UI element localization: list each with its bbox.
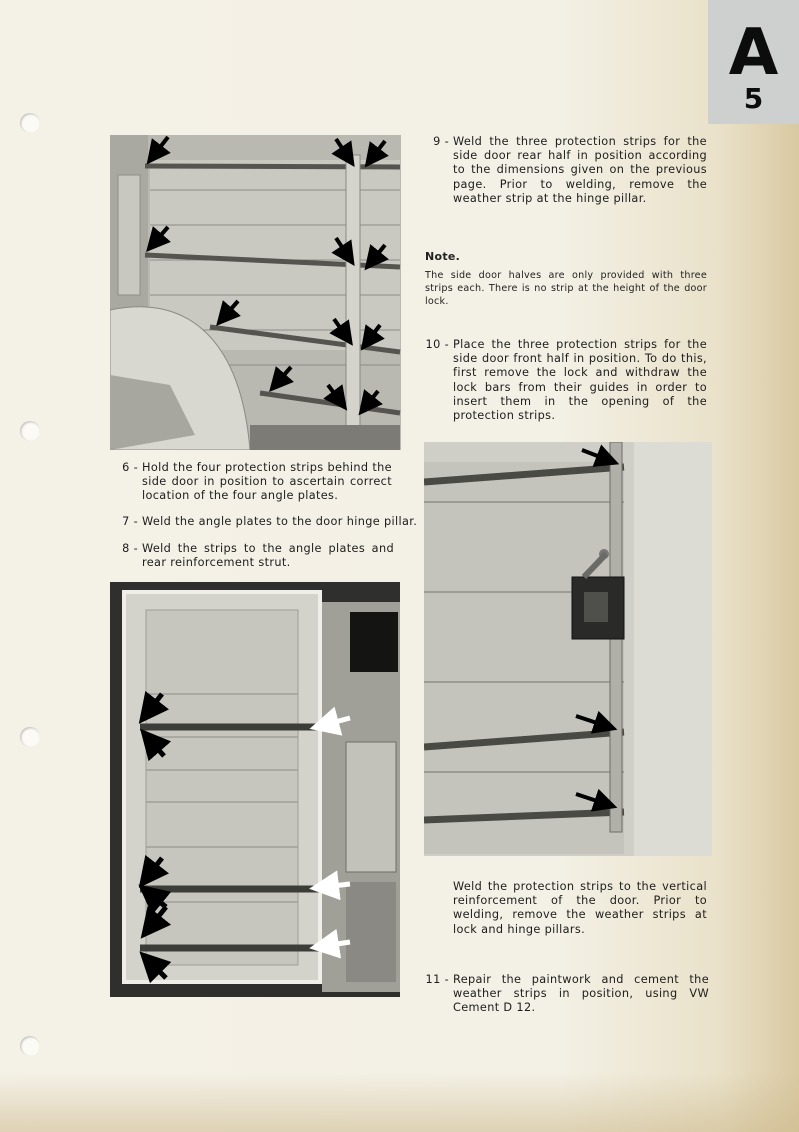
step-text: Weld the angle plates to the door hinge pillar.	[142, 515, 418, 528]
punch-hole	[20, 421, 40, 441]
weld-paragraph: Weld the protection strips to the vertical reinforcement of the door. Prior to welding, remove the weather strips at lock and hinge pillars.	[453, 880, 707, 936]
photo-side-door	[110, 582, 400, 997]
note-text: The side door halves are only provided with three strips each. There is no strip at the height of the door lock.	[425, 270, 707, 307]
paper-stain	[0, 1072, 799, 1132]
step-number: 6 -	[122, 461, 138, 474]
section-tab	[708, 0, 799, 124]
punch-hole	[20, 727, 40, 747]
step-number: 10 -	[425, 338, 449, 351]
step-text: Repair the paintwork and cement the weather strips in position, using VW Cement D 12.	[453, 973, 709, 1015]
step-text: Place the three protection strips for the side door front half in position. To do this, first remove the lock and withdraw the lock bars from their guides in order to insert them in the opening of the protection strips.	[453, 338, 707, 423]
step-number: 9 -	[433, 135, 449, 148]
step-number: 8 -	[122, 542, 138, 555]
step-number: 11 -	[425, 973, 449, 986]
punch-hole	[20, 1036, 40, 1056]
step-number: 7 -	[122, 515, 138, 528]
note-title: Note.	[425, 250, 461, 263]
section-number: 5	[743, 82, 764, 115]
step-text: Hold the four protection strips behind the side door in position to ascertain correct location of the four angle plates.	[142, 461, 392, 503]
punch-hole	[20, 113, 40, 133]
photo-interior-strips	[110, 135, 401, 450]
section-letter: A	[728, 16, 779, 90]
photo-door-lock	[424, 442, 712, 856]
step-text: Weld the three protection strips for the side door rear half in position according to the dimensions given on the previous page. Prior to welding, remove the weather strip at the hinge pillar.	[453, 135, 707, 205]
step-text: Weld the strips to the angle plates and rear reinforcement strut.	[142, 542, 394, 570]
